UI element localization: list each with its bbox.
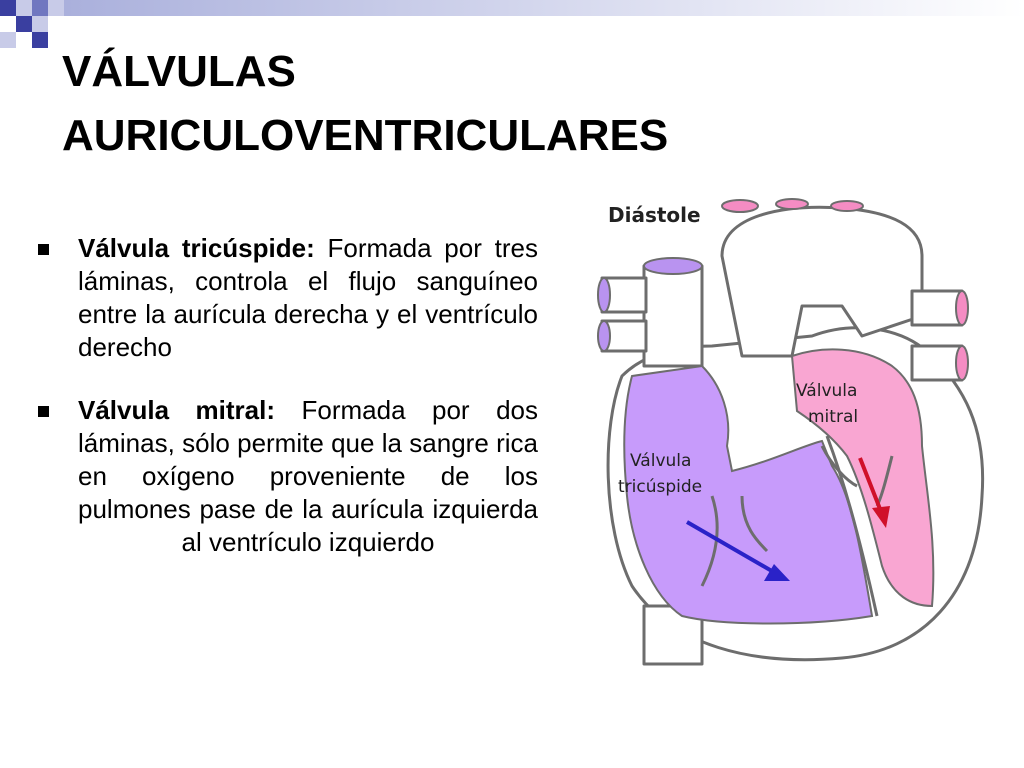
phase-label: Diástole [608, 203, 701, 227]
bullet-term: Válvula mitral: [78, 395, 275, 425]
superior-vena-cava [644, 266, 702, 366]
mitral-label-line2: mitral [808, 407, 859, 427]
right-vessel-2 [912, 346, 962, 380]
right-vessel-1 [912, 291, 962, 325]
bullet-tricuspid [38, 232, 538, 364]
square-bullet-icon [38, 244, 49, 255]
bullet-list [38, 232, 538, 589]
bullet-mitral [38, 394, 538, 559]
title-line-2: AURICULOVENTRICULARES [62, 111, 669, 160]
tricuspid-label-line1: Válvula [630, 451, 692, 471]
bullet-text: Formada por dos láminas, sólo permite que la sangre rica en oxígeno proveniente de los pulmones pase de la aurícula izquierda al ventrículo izquierdo [78, 395, 538, 557]
bullet-term: Válvula tricúspide: [78, 233, 315, 263]
slide-title [62, 40, 668, 168]
title-line-1: VÁLVULAS [62, 47, 296, 96]
tricuspid-label-line2: tricúspide [618, 477, 703, 497]
bullet-text: Formada por tres láminas, controla el flujo sanguíneo entre la aurícula derecha y el ventrículo derecho [78, 233, 538, 362]
square-bullet-icon [38, 406, 49, 417]
mitral-label-line1: Válvula [796, 381, 858, 401]
heart-diagram [592, 196, 992, 668]
